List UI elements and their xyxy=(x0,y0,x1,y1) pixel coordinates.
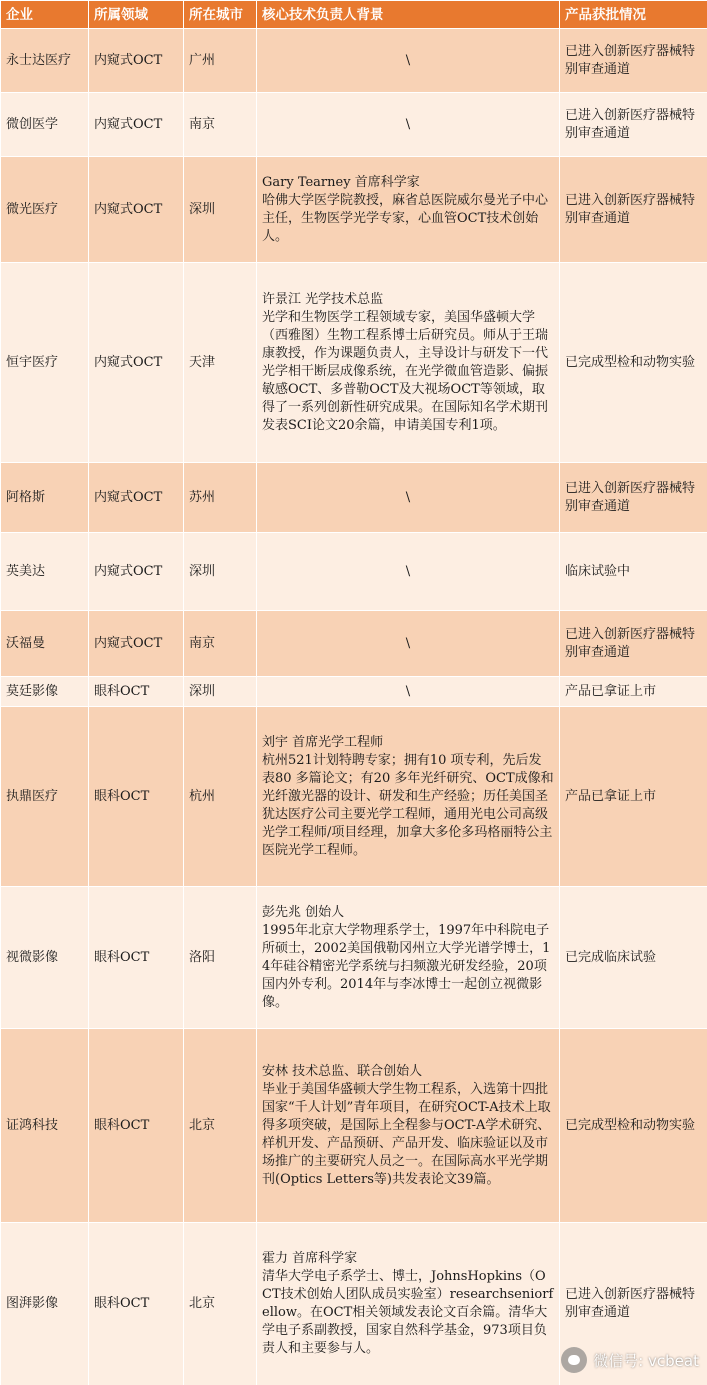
city-cell: 深圳 xyxy=(184,533,257,611)
status-cell: 产品已拿证上市 xyxy=(560,707,707,887)
background-cell: \ xyxy=(257,93,560,157)
table-row xyxy=(1,463,707,533)
header-row xyxy=(1,1,707,29)
status-cell: 已进入创新医疗器械特别审查通道 xyxy=(560,1223,707,1385)
status-cell: 产品已拿证上市 xyxy=(560,677,707,707)
city-cell: 深圳 xyxy=(184,677,257,707)
status-cell: 已进入创新医疗器械特别审查通道 xyxy=(560,93,707,157)
table-row xyxy=(1,29,707,93)
background-cell: \ xyxy=(257,611,560,677)
background-cell: 安林 技术总监、联合创始人 毕业于美国华盛顿大学生物工程系，入选第十四批国家“千人计划”青年项目，在研究OCT-A技术上取得多项突破，是国际上全程参与OCT-A学术研究、样机开发、产品预研、产品开发、临床验证以及市场推广的主要研究人员之一。在国际高水平光学期刊(Optics Letters等)共发表论文39篇。 xyxy=(257,1029,560,1223)
status-cell: 已进入创新医疗器械特别审查通道 xyxy=(560,611,707,677)
background-cell: \ xyxy=(257,463,560,533)
table-row xyxy=(1,1029,707,1223)
field-cell: 眼科OCT xyxy=(89,1223,184,1385)
company-cell: 微光医疗 xyxy=(1,157,89,263)
company-cell: 执鼎医疗 xyxy=(1,707,89,887)
city-cell: 天津 xyxy=(184,263,257,463)
field-cell: 内窥式OCT xyxy=(89,533,184,611)
city-cell: 洛阳 xyxy=(184,887,257,1029)
status-cell: 临床试验中 xyxy=(560,533,707,611)
background-cell: \ xyxy=(257,533,560,611)
table-row xyxy=(1,157,707,263)
city-cell: 北京 xyxy=(184,1029,257,1223)
company-cell: 阿格斯 xyxy=(1,463,89,533)
field-cell: 内窥式OCT xyxy=(89,263,184,463)
company-cell: 微创医学 xyxy=(1,93,89,157)
city-cell: 南京 xyxy=(184,93,257,157)
field-cell: 眼科OCT xyxy=(89,677,184,707)
table-row xyxy=(1,611,707,677)
table-row xyxy=(1,93,707,157)
background-cell: \ xyxy=(257,29,560,93)
company-cell: 恒宇医疗 xyxy=(1,263,89,463)
status-cell: 已进入创新医疗器械特别审查通道 xyxy=(560,29,707,93)
status-cell: 已进入创新医疗器械特别审查通道 xyxy=(560,157,707,263)
table-row xyxy=(1,533,707,611)
field-cell: 内窥式OCT xyxy=(89,611,184,677)
header-field: 所属领域 xyxy=(89,1,184,29)
table-row xyxy=(1,677,707,707)
company-cell: 证鸿科技 xyxy=(1,1029,89,1223)
city-cell: 杭州 xyxy=(184,707,257,887)
background-cell: 霍力 首席科学家 清华大学电子系学士、博士，JohnsHopkins（OCT技术创始人团队成员实验室）researchseniorfellow。在OCT相关领域发表论文百余篇。清华大学电子系副教授，国家自然科学基金，973项目负责人和主要参与人。 xyxy=(257,1223,560,1385)
background-cell: Gary Tearney 首席科学家 哈佛大学医学院教授，麻省总医院威尔曼光子中心主任，生物医学光学专家，心血管OCT技术创始人。 xyxy=(257,157,560,263)
company-cell: 视微影像 xyxy=(1,887,89,1029)
company-cell: 图湃影像 xyxy=(1,1223,89,1385)
status-cell: 已完成临床试验 xyxy=(560,887,707,1029)
field-cell: 内窥式OCT xyxy=(89,463,184,533)
table-row xyxy=(1,887,707,1029)
background-cell: 刘宇 首席光学工程师 杭州521计划特聘专家；拥有10 项专利，先后发表80 多篇论文；有20 多年光纤研究、OCT成像和光纤激光器的设计、研发和生产经验；历任美国圣犹达医疗公司主要光学工程师，通用光电公司高级光学工程师/项目经理，加拿大多伦多玛格丽特公主医院光学工程师。 xyxy=(257,707,560,887)
status-cell: 已进入创新医疗器械特别审查通道 xyxy=(560,463,707,533)
watermark-text: 微信号: vcbeat xyxy=(593,1351,699,1370)
company-cell: 沃福曼 xyxy=(1,611,89,677)
status-cell: 已完成型检和动物实验 xyxy=(560,1029,707,1223)
background-cell: 许景江 光学技术总监 光学和生物医学工程领域专家，美国华盛顿大学（西雅图）生物工程系博士后研究员。师从于王瑞康教授，作为课题负责人，主导设计与研发下一代光学相干断层成像系统，在光学微血管造影、偏振敏感OCT、多普勒OCT及大视场OCT等领域，取得了一系列创新性研究成果。在国际知名学术期刊发表SCI论文20余篇，申请美国专利1项。 xyxy=(257,263,560,463)
header-background: 核心技术负责人背景 xyxy=(257,1,560,29)
background-cell: \ xyxy=(257,677,560,707)
table-row xyxy=(1,707,707,887)
wechat-icon xyxy=(561,1347,587,1373)
company-cell: 英美达 xyxy=(1,533,89,611)
header-status: 产品获批情况 xyxy=(560,1,707,29)
field-cell: 眼科OCT xyxy=(89,1029,184,1223)
header-company: 企业 xyxy=(1,1,89,29)
city-cell: 深圳 xyxy=(184,157,257,263)
company-cell: 莫廷影像 xyxy=(1,677,89,707)
company-cell: 永士达医疗 xyxy=(1,29,89,93)
city-cell: 北京 xyxy=(184,1223,257,1385)
field-cell: 内窥式OCT xyxy=(89,29,184,93)
watermark xyxy=(561,1347,699,1373)
city-cell: 南京 xyxy=(184,611,257,677)
field-cell: 眼科OCT xyxy=(89,887,184,1029)
field-cell: 内窥式OCT xyxy=(89,157,184,263)
city-cell: 苏州 xyxy=(184,463,257,533)
table-row xyxy=(1,263,707,463)
field-cell: 眼科OCT xyxy=(89,707,184,887)
field-cell: 内窥式OCT xyxy=(89,93,184,157)
status-cell: 已完成型检和动物实验 xyxy=(560,263,707,463)
header-city: 所在城市 xyxy=(184,1,257,29)
city-cell: 广州 xyxy=(184,29,257,93)
background-cell: 彭先兆 创始人 1995年北京大学物理系学士，1997年中科院电子所硕士，2002美国俄勒冈州立大学光谱学博士，14年硅谷精密光学系统与扫频激光研发经验，20项国内外专利。2014年与李冰博士一起创立视微影像。 xyxy=(257,887,560,1029)
